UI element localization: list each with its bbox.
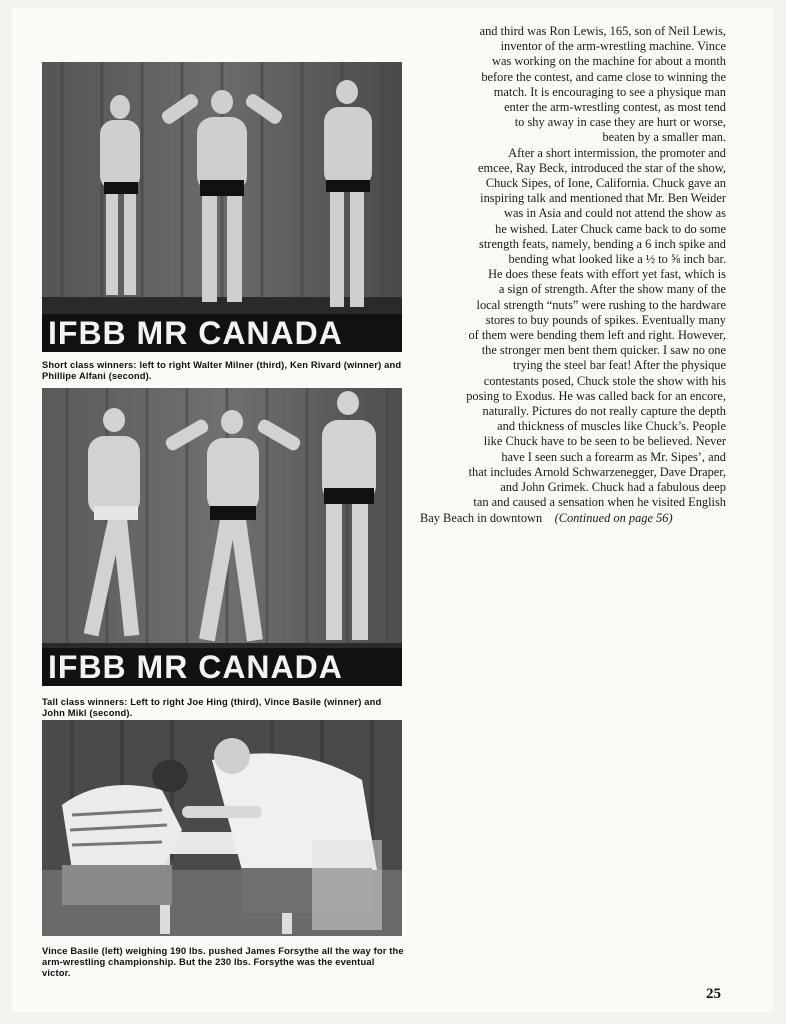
- article-last-text: Bay Beach in downtown: [420, 510, 543, 525]
- article-line: emcee, Ray Beck, introduced the star of the show,: [478, 160, 726, 175]
- article-line: was in Asia and could not attend the show as: [504, 206, 726, 221]
- article-line: a sign of strength. After the show many of the: [498, 282, 726, 297]
- article-line: stores to buy pounds of spikes. Eventually many: [485, 312, 726, 327]
- article-line: local strength “nuts” were rushing to the hardware: [476, 297, 726, 312]
- article-line: was working on the machine for about a month: [492, 54, 726, 69]
- article-line: match. It is encouraging to see a physique man: [493, 84, 726, 99]
- photo-caption: Tall class winners: Left to right Joe Hing (third), Vince Basile (winner) and John Mikl (second).: [42, 696, 382, 718]
- article-line: that includes Arnold Schwarzenegger, Dave Draper,: [468, 464, 726, 479]
- continued-note: (Continued on page 56): [554, 510, 673, 525]
- photo-banner: IFBB MR CANADA: [42, 314, 402, 352]
- article-line: contestants posed, Chuck stole the show with his: [483, 373, 726, 388]
- article-last-line: [420, 511, 726, 526]
- article-line: to shy away in case they are hurt or worse,: [514, 115, 726, 130]
- article-line: beaten by a smaller man.: [602, 130, 726, 145]
- photo-tall-class-winners: [42, 388, 402, 686]
- article-line: of them were bending them left and right. However,: [468, 328, 726, 343]
- photo-caption: Short class winners: left to right Walter Milner (third), Ken Rivard (winner) and Phillipe Alfani (second).: [42, 359, 402, 381]
- article-line: have I seen such a forearm as Mr. Sipes’, and: [501, 449, 726, 464]
- article-line: and third was Ron Lewis, 165, son of Neil Lewis,: [479, 24, 726, 38]
- photo-banner: IFBB MR CANADA: [42, 648, 402, 686]
- article-line: he wished. Later Chuck came back to do some: [495, 221, 726, 236]
- article-line: enter the arm-wrestling contest, as most tend: [504, 100, 726, 115]
- article-line: tan and caused a sensation when he visited English: [473, 495, 726, 510]
- article-line: Chuck Sipes, of Ione, California. Chuck gave an: [485, 176, 726, 191]
- article-line: After a short intermission, the promoter and: [508, 145, 726, 160]
- photo-arm-wrestling: [42, 720, 402, 936]
- article-line: He does these feats with effort yet fast, which is: [488, 267, 726, 282]
- article-line: bending what looked like a ½ to ⅝ inch bar.: [508, 252, 726, 267]
- page-number: 25: [706, 986, 721, 1002]
- photo-short-class-winners: [42, 62, 402, 352]
- article-line: naturally. Pictures do not really capture the depth: [482, 404, 726, 419]
- article-line: the stronger men bent them quicker. I saw no one: [481, 343, 726, 358]
- article-line: strength feats, namely, bending a 6 inch spike and: [479, 236, 726, 251]
- article-line: inspiring talk and mentioned that Mr. Ben Weider: [480, 191, 726, 206]
- article-line: inventor of the arm-wrestling machine. Vince: [500, 39, 726, 54]
- article-line: and thickness of muscles like Chuck’s. People: [497, 419, 726, 434]
- article-line: trying the steel bar feat! After the physique: [513, 358, 726, 373]
- article-line: and John Grimek. Chuck had a fabulous deep: [500, 480, 726, 495]
- article-line: posing to Exodus. He was called back for an encore,: [466, 388, 726, 403]
- photo-caption: Vince Basile (left) weighing 190 lbs. pushed James Forsythe all the way for the arm-wrestling championship. But the 230 lbs. Forsythe was the eventual victor.: [42, 945, 404, 978]
- article-line: before the contest, and came close to winning the: [481, 69, 726, 84]
- article-text: [420, 24, 726, 526]
- article-line: like Chuck have to be seen to be believed. Never: [483, 434, 726, 449]
